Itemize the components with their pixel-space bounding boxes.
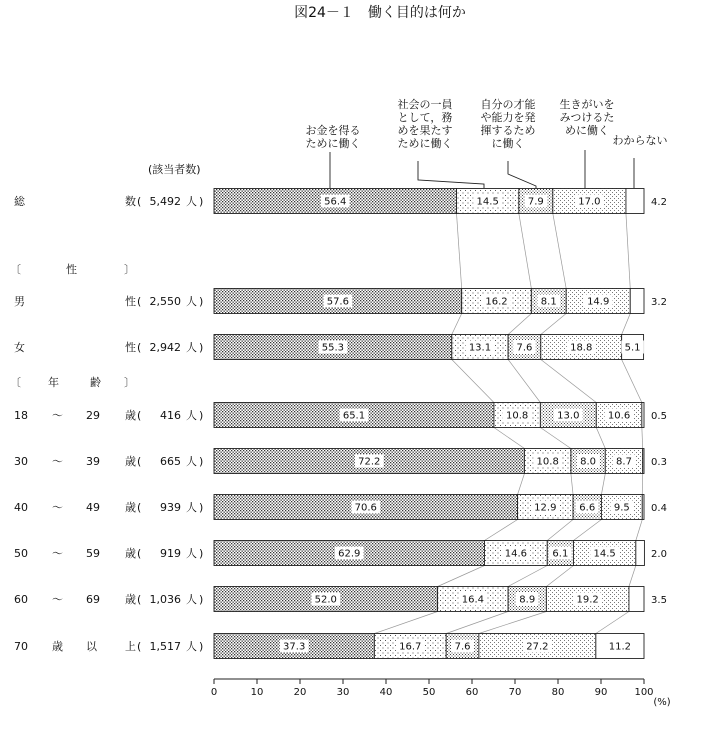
connector-line xyxy=(541,360,596,403)
row-label-char: 性 xyxy=(125,295,136,308)
value-label-outside: 2.0 xyxy=(651,549,667,560)
bar-segment xyxy=(642,495,644,520)
value-label: 5.1 xyxy=(624,342,641,354)
row-label-char: 49 xyxy=(86,501,100,514)
value-label: 56.4 xyxy=(324,196,347,208)
connector-line xyxy=(541,314,566,335)
group-header-bracket-close: 〕 xyxy=(124,263,135,276)
connector-line xyxy=(438,566,485,587)
legend-label: 社会の一員 xyxy=(397,98,453,111)
x-tick-label: 60 xyxy=(465,687,479,698)
connector-line xyxy=(596,428,605,449)
value-label: 12.9 xyxy=(534,502,557,514)
row-label-char: 29 xyxy=(86,409,100,422)
row-count: 919 xyxy=(160,547,181,560)
bar-segment xyxy=(636,541,645,566)
row-count-paren-open: ( xyxy=(137,195,142,208)
row-count-unit: 人 xyxy=(186,195,197,208)
connector-line xyxy=(571,474,573,495)
row-label-char: ～ xyxy=(52,593,63,606)
row-count: 939 xyxy=(160,501,181,514)
row-count-unit: 人 xyxy=(186,640,197,653)
bar-segment xyxy=(626,189,644,214)
group-header-label: 齢 xyxy=(90,376,101,389)
row-count-paren-close: ) xyxy=(199,195,204,208)
legend-leader-line xyxy=(418,161,484,188)
connector-line xyxy=(540,428,571,449)
legend-label: 自分の才能 xyxy=(480,98,536,111)
row-count: 2,550 xyxy=(149,295,181,308)
x-tick-label: 10 xyxy=(250,687,264,698)
x-axis-unit: (%) xyxy=(653,697,671,708)
value-label: 16.2 xyxy=(485,296,508,308)
count-header: (該当者数) xyxy=(148,163,201,176)
connector-line xyxy=(596,612,629,634)
value-label-outside: 0.3 xyxy=(651,457,667,468)
row-label-char: 女 xyxy=(14,341,25,354)
value-label: 10.8 xyxy=(506,410,529,422)
row-label-char: 歳 xyxy=(125,501,136,514)
legend-label: お金を得る xyxy=(305,124,361,137)
group-header-bracket-open: 〔 xyxy=(10,263,21,276)
connector-line xyxy=(642,428,643,449)
row-label-char: 39 xyxy=(86,455,100,468)
value-label: 14.5 xyxy=(476,196,499,208)
bars xyxy=(214,189,667,659)
value-label: 17.0 xyxy=(578,196,601,208)
row-count-paren-close: ) xyxy=(199,455,204,468)
bar-segment xyxy=(630,289,644,314)
value-label: 62.9 xyxy=(338,548,361,560)
connector-line xyxy=(547,520,573,541)
row-count-unit: 人 xyxy=(186,409,197,422)
row-count-paren-open: ( xyxy=(137,455,142,468)
row-count: 665 xyxy=(160,455,181,468)
row-count-paren-open: ( xyxy=(137,341,142,354)
row-label-char: 歳 xyxy=(125,593,136,606)
row-label-char: 50 xyxy=(14,547,28,560)
connector-line xyxy=(629,566,636,587)
row-count-paren-open: ( xyxy=(137,501,142,514)
row-label-char: 歳 xyxy=(125,455,136,468)
value-label: 10.6 xyxy=(607,410,631,422)
chart-title: 図24－１ 働く目的は何か xyxy=(294,5,466,21)
row-count: 1,036 xyxy=(149,593,181,606)
value-label: 57.6 xyxy=(326,296,349,308)
connector-line xyxy=(452,314,462,335)
row-label-char: 総 xyxy=(14,195,25,208)
row-label-char: 18 xyxy=(14,409,28,422)
connector-line xyxy=(494,428,525,449)
value-label: 13.0 xyxy=(557,410,580,422)
row-count-paren-close: ) xyxy=(199,341,204,354)
row-count-unit: 人 xyxy=(186,295,197,308)
connector-line xyxy=(518,474,525,495)
row-count-paren-close: ) xyxy=(199,501,204,514)
row-label-char: 歳 xyxy=(52,640,63,653)
value-label: 18.8 xyxy=(570,342,593,354)
connector-line xyxy=(636,520,642,541)
row-count-paren-open: ( xyxy=(137,409,142,422)
value-label: 27.2 xyxy=(526,641,549,653)
row-count-paren-close: ) xyxy=(199,593,204,606)
value-label: 7.6 xyxy=(516,342,533,354)
value-label: 14.9 xyxy=(587,296,610,308)
connector-line xyxy=(484,520,517,541)
value-label: 37.3 xyxy=(283,641,306,653)
row-label-char: 歳 xyxy=(125,409,136,422)
x-axis xyxy=(211,679,671,708)
legend-label: 揮するため xyxy=(480,124,536,137)
row-count-paren-close: ) xyxy=(199,295,204,308)
value-label: 7.9 xyxy=(527,196,544,208)
group-header-label: 性 xyxy=(66,263,77,276)
value-label-outside: 3.2 xyxy=(651,297,667,308)
row-labels xyxy=(10,194,203,653)
row-label-char: ～ xyxy=(52,501,63,514)
value-label: 65.1 xyxy=(342,410,366,422)
value-label: 13.1 xyxy=(468,342,492,354)
group-header-bracket-close: 〕 xyxy=(124,376,135,389)
bar-segment xyxy=(643,449,644,474)
connector-line xyxy=(457,214,462,289)
row-count-paren-close: ) xyxy=(199,409,204,422)
row-count-unit: 人 xyxy=(186,593,197,606)
value-label: 55.3 xyxy=(321,342,345,354)
value-label: 8.9 xyxy=(519,594,536,606)
row-label-char: 70 xyxy=(14,640,28,653)
value-label: 16.7 xyxy=(399,641,422,653)
value-label: 9.5 xyxy=(613,502,630,514)
group-header-label: 年 xyxy=(48,376,59,389)
x-tick-label: 0 xyxy=(210,687,218,698)
row-count-paren-close: ) xyxy=(199,547,204,560)
row-label-char: 69 xyxy=(86,593,100,606)
row-label-char: 歳 xyxy=(125,547,136,560)
connector-line xyxy=(626,214,630,289)
x-tick-label: 80 xyxy=(551,687,565,698)
row-label-char: 以 xyxy=(86,640,97,653)
legend-label: めに働く xyxy=(565,124,609,137)
value-label: 11.2 xyxy=(608,641,632,653)
row-label-char: 性 xyxy=(125,341,136,354)
row-count-paren-open: ( xyxy=(137,640,142,653)
value-label: 14.6 xyxy=(504,548,527,560)
row-count: 416 xyxy=(160,409,181,422)
value-label-outside: 3.5 xyxy=(651,595,667,606)
connector-line xyxy=(553,214,566,289)
row-label-char: ～ xyxy=(52,455,63,468)
legend-label: として，務 xyxy=(397,111,453,124)
row-label-char: 数 xyxy=(125,195,136,208)
value-label-outside: 0.5 xyxy=(651,411,667,422)
legend-label: ために働く xyxy=(397,137,453,150)
row-count: 1,517 xyxy=(149,640,181,653)
row-label-char: ～ xyxy=(52,547,63,560)
row-count-paren-open: ( xyxy=(137,295,142,308)
bar-segment xyxy=(642,403,644,428)
connector-line xyxy=(446,612,508,634)
legend-label: みつけるた xyxy=(559,111,615,124)
legend-label: めを果たす xyxy=(397,124,453,137)
connector-line xyxy=(622,314,631,335)
value-label-outside: 0.4 xyxy=(651,503,667,514)
x-tick-label: 90 xyxy=(594,687,608,698)
value-label: 7.6 xyxy=(454,641,471,653)
connector-line xyxy=(508,566,547,587)
value-label: 8.7 xyxy=(616,456,632,468)
connector-line xyxy=(479,612,547,634)
row-label-char: 59 xyxy=(86,547,100,560)
connector-line xyxy=(573,520,601,541)
value-label: 6.6 xyxy=(579,502,596,514)
value-label: 10.8 xyxy=(536,456,559,468)
x-tick-label: 70 xyxy=(508,687,522,698)
row-label-char: 40 xyxy=(14,501,28,514)
connector-line xyxy=(452,360,494,403)
value-label: 8.0 xyxy=(580,456,597,468)
row-count-paren-open: ( xyxy=(137,547,142,560)
connector-line xyxy=(546,566,573,587)
x-tick-label: 40 xyxy=(379,687,393,698)
value-label: 16.4 xyxy=(461,594,484,606)
legend-label: や能力を発 xyxy=(480,111,536,124)
value-label: 72.2 xyxy=(358,456,381,468)
connector-line xyxy=(601,474,605,495)
x-tick-label: 50 xyxy=(422,687,436,698)
row-count: 2,942 xyxy=(149,341,181,354)
value-label: 70.6 xyxy=(354,502,377,514)
legend-leader-line xyxy=(508,161,536,188)
row-count-unit: 人 xyxy=(186,455,197,468)
connector-line xyxy=(622,360,642,403)
row-count-unit: 人 xyxy=(186,547,197,560)
row-count-paren-open: ( xyxy=(137,593,142,606)
connector-line xyxy=(519,214,531,289)
legend-label: 生きがいを xyxy=(559,98,615,111)
row-label-char: 上 xyxy=(125,640,136,653)
x-tick-label: 100 xyxy=(634,687,654,698)
x-tick-label: 30 xyxy=(336,687,350,698)
legend-label: に働く xyxy=(491,137,525,150)
value-label: 14.5 xyxy=(593,548,616,560)
value-label: 6.1 xyxy=(552,548,569,560)
row-count-paren-close: ) xyxy=(199,640,204,653)
legend-label: ために働く xyxy=(305,137,361,150)
row-count: 5,492 xyxy=(149,195,181,208)
connector-line xyxy=(508,360,540,403)
x-tick-label: 20 xyxy=(293,687,307,698)
connector-line xyxy=(508,314,531,335)
bar-segment xyxy=(629,587,644,612)
row-label-char: 男 xyxy=(14,295,25,308)
row-label-char: 30 xyxy=(14,455,28,468)
row-label-char: 60 xyxy=(14,593,28,606)
row-label-char: ～ xyxy=(52,409,63,422)
value-label: 52.0 xyxy=(314,594,337,606)
value-label: 8.1 xyxy=(540,296,557,308)
group-header-bracket-open: 〔 xyxy=(10,376,21,389)
value-label: 19.2 xyxy=(576,594,599,606)
connector-line xyxy=(374,612,437,634)
value-label-outside: 4.2 xyxy=(651,197,667,208)
row-count-unit: 人 xyxy=(186,341,197,354)
legend-label: わからない xyxy=(612,134,668,147)
row-count-unit: 人 xyxy=(186,501,197,514)
legend-labels xyxy=(306,97,668,188)
